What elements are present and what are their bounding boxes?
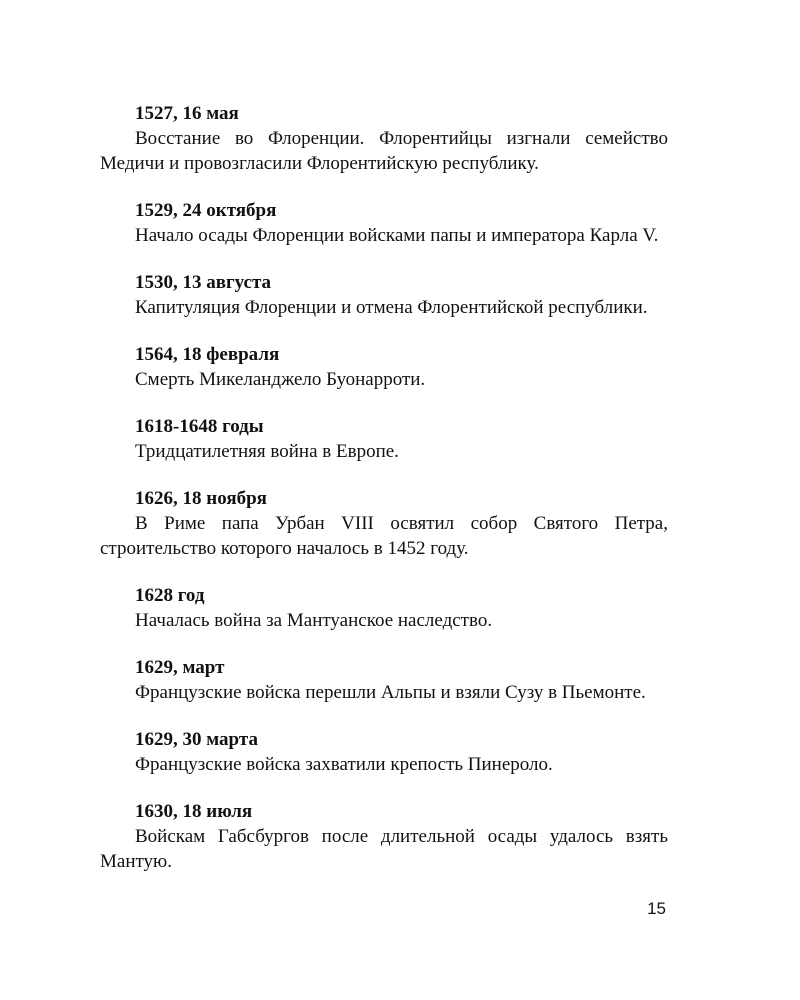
chronology-entry [100,800,668,874]
entry-text: Французские войска перешли Альпы и взяли Сузу в Пьемонте. [135,682,646,703]
entry-text: Начало осады Флоренции войсками папы и императора Карла V. [135,225,659,246]
chronology-entry [100,199,668,248]
entry-date: 1630, 18 июля [135,801,253,822]
entry-text: Смерть Микеланджело Буонарроти. [135,369,426,390]
entry-text: В Риме папа Урбан VIII освятил собор Святого Петра, строительство которого началось в 1452 году. [100,513,668,559]
entry-date: 1626, 18 ноября [135,488,267,509]
chronology-entry [100,656,668,705]
chronology-entry [100,728,668,777]
chronology-list [100,102,668,897]
entry-text: Войскам Габсбургов после длительной осады удалось взять Мантую. [100,826,668,872]
entry-text: Французские войска захватили крепость Пинероло. [135,754,553,775]
entry-date: 1529, 24 октября [135,200,277,221]
chronology-entry [100,102,668,176]
entry-date: 1618-1648 годы [135,416,264,437]
entry-date: 1629, март [135,657,225,678]
chronology-entry [100,343,668,392]
entry-date: 1629, 30 марта [135,729,258,750]
entry-date: 1530, 13 августа [135,272,272,293]
entry-date: 1564, 18 февраля [135,344,280,365]
chronology-entry [100,584,668,633]
entry-date: 1628 год [135,585,205,606]
chronology-entry [100,271,668,320]
entry-text: Капитуляция Флоренции и отмена Флорентийской республики. [135,297,648,318]
chronology-entry [100,487,668,561]
entry-text: Началась война за Мантуанское наследство. [135,610,493,631]
entry-text: Тридцатилетняя война в Европе. [135,441,399,462]
chronology-entry [100,415,668,464]
entry-text: Восстание во Флоренции. Флорентийцы изгнали семейство Медичи и провозгласили Флорентийскую республику. [100,128,668,174]
page-number: 15 [647,899,666,918]
entry-date: 1527, 16 мая [135,103,239,124]
